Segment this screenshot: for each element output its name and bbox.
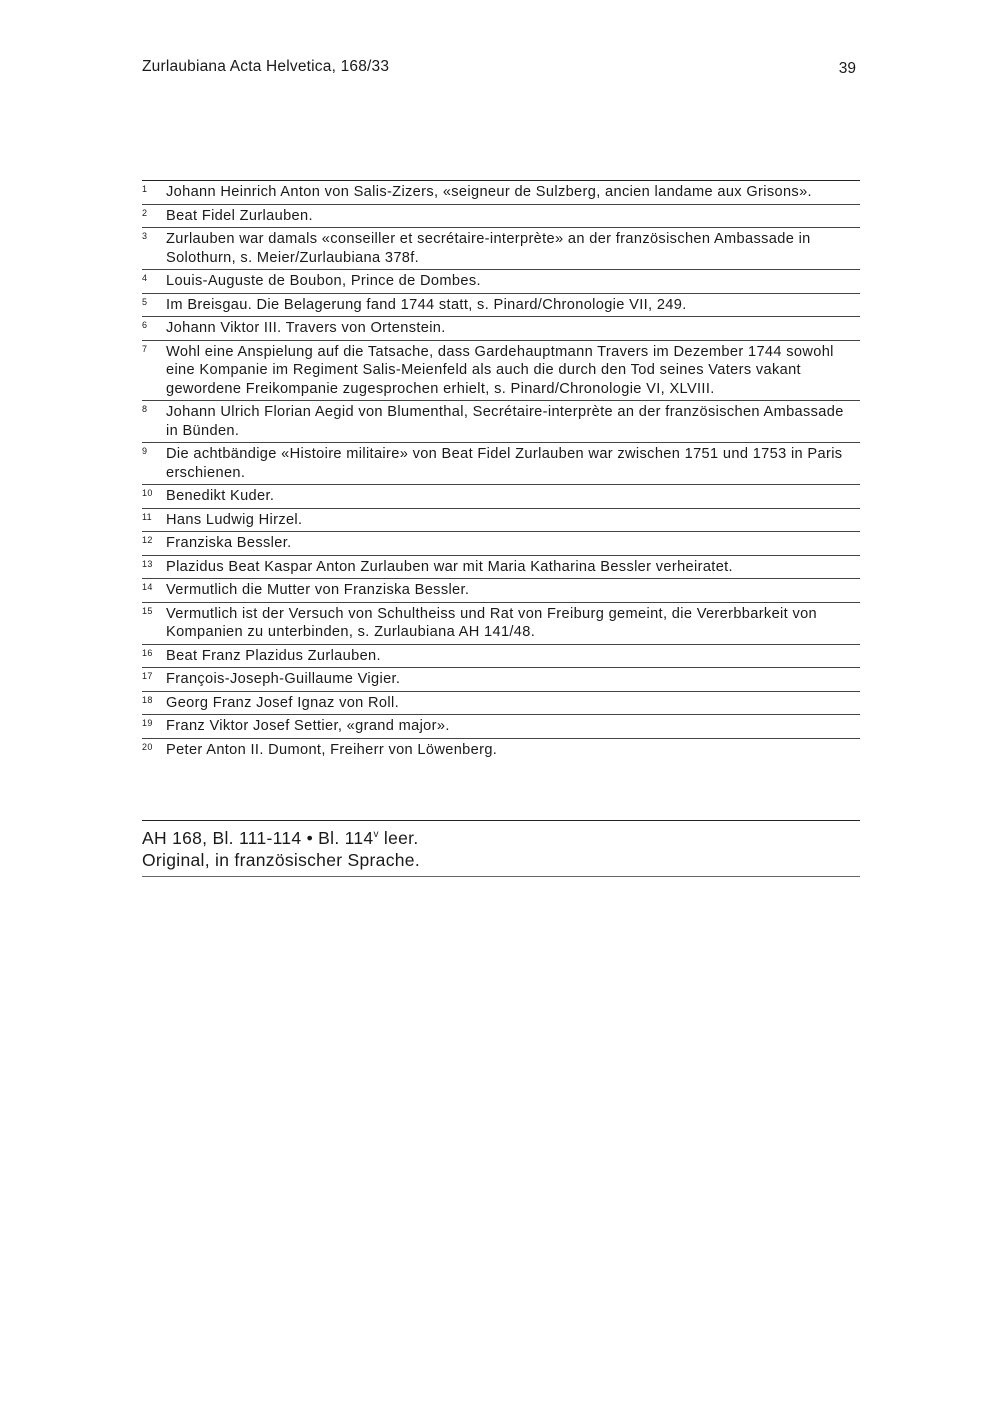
footnote-text: Johann Heinrich Anton von Salis-Zizers, «seigneur de Sulzberg, ancien landame aux Grisons».	[166, 184, 812, 200]
footnote	[142, 739, 860, 762]
footnote-text: Johann Viktor III. Travers von Ortenstein.	[166, 320, 446, 336]
footnote-number: 9	[142, 446, 148, 456]
source-note	[142, 820, 860, 877]
footnote-text: Franz Viktor Josef Settier, «grand major».	[166, 718, 450, 734]
footnote-text: Louis-Auguste de Boubon, Prince de Dombes.	[166, 273, 481, 289]
footnote-number: 16	[142, 647, 153, 658]
footnote-number: 3	[142, 231, 148, 241]
footnote	[142, 715, 860, 739]
footnote	[142, 645, 860, 669]
footnote-number: 2	[142, 207, 148, 218]
source-signature: AH 168, Bl. 111-114 • Bl. 114	[142, 828, 374, 848]
footnote-number: 6	[142, 320, 148, 330]
footnote	[142, 485, 860, 509]
footnote-text: Beat Franz Plazidus Zurlauben.	[166, 647, 381, 664]
footnote-text: Vermutlich die Mutter von Franziska Bessler.	[166, 582, 470, 598]
source-verso-mark: v	[373, 829, 379, 840]
footnote-number: 8	[142, 404, 148, 414]
footnote-text: Wohl eine Anspielung auf die Tatsache, dass Gardehauptmann Travers im Dezember 1744 sowohl eine Kompanie im Regiment Salis-Meienfeld als auch die durch den Tod seines Vaters vakant gewordene Freikompanie zugesprochen erhielt, s. Pinard/Chronologie VI, XLVIII.	[166, 343, 834, 397]
footnote-text: Franziska Bessler.	[166, 535, 292, 551]
footnote-text: Peter Anton II. Dumont, Freiherr von Löwenberg.	[166, 741, 498, 758]
footnote-number: 13	[142, 558, 153, 569]
footnote	[142, 692, 860, 716]
footnote	[142, 228, 860, 270]
source-line-language: Original, in französischer Sprache.	[142, 850, 420, 870]
footnote	[142, 532, 860, 556]
footnote	[142, 668, 860, 692]
footnote-text: Hans Ludwig Hirzel.	[166, 511, 303, 528]
page-number: 39	[838, 60, 856, 77]
source-line-signature	[142, 824, 860, 849]
footnote-number: 11	[142, 511, 153, 522]
footnote-text: Im Breisgau. Die Belagerung fand 1744 statt, s. Pinard/Chronologie VII, 249.	[166, 296, 687, 313]
footnote-number: 20	[142, 741, 153, 752]
footnote-number: 10	[142, 488, 153, 498]
footnote-number: 19	[142, 718, 153, 728]
footnote	[142, 181, 860, 205]
footnote-number: 12	[142, 535, 153, 545]
footnote	[142, 509, 860, 533]
footnote-text: Vermutlich ist der Versuch von Schultheiss und Rat von Freiburg gemeint, die Vererbbarkeit von Kompanien zu unterbinden, s. Zurlaubiana AH 141/48.	[166, 605, 818, 640]
running-head: Zurlaubiana Acta Helvetica, 168/33	[142, 58, 390, 75]
footnote	[142, 401, 860, 443]
footnote-text: Plazidus Beat Kaspar Anton Zurlauben war mit Maria Katharina Bessler verheiratet.	[166, 558, 733, 575]
footnote-number: 18	[142, 694, 153, 705]
footnote	[142, 443, 860, 485]
footnote-number: 4	[142, 273, 148, 283]
footnote-text: François-Joseph-Guillaume Vigier.	[166, 671, 401, 687]
footnote-text: Beat Fidel Zurlauben.	[166, 207, 313, 224]
footnote-list	[142, 180, 860, 761]
footnote	[142, 579, 860, 603]
footnote	[142, 294, 860, 318]
footnote-text: Benedikt Kuder.	[166, 488, 275, 504]
footnote-number: 5	[142, 296, 148, 307]
footnote-number: 17	[142, 671, 153, 681]
source-blank-note: leer.	[378, 828, 419, 848]
footnote	[142, 556, 860, 580]
footnote	[142, 341, 860, 402]
footnote-number: 7	[142, 343, 148, 354]
footnote-number: 1	[142, 184, 148, 194]
footnote	[142, 603, 860, 645]
footnote-text: Zurlauben war damals «conseiller et secrétaire-interprète» an der französischen Ambassade in Solothurn, s. Meier/Zurlaubiana 378f.	[166, 231, 811, 266]
footnote-number: 15	[142, 605, 153, 616]
footnote	[142, 270, 860, 294]
footnote-text: Johann Ulrich Florian Aegid von Blumenthal, Secrétaire-interprète an der französischen Ambassade in Bünden.	[166, 404, 844, 439]
footnote-text: Georg Franz Josef Ignaz von Roll.	[166, 694, 399, 711]
footnote-number: 14	[142, 582, 153, 592]
footnote	[142, 205, 860, 229]
footnote	[142, 317, 860, 341]
footnote-text: Die achtbändige «Histoire militaire» von Beat Fidel Zurlauben war zwischen 1751 und 1753 in Paris erschienen.	[166, 446, 843, 481]
